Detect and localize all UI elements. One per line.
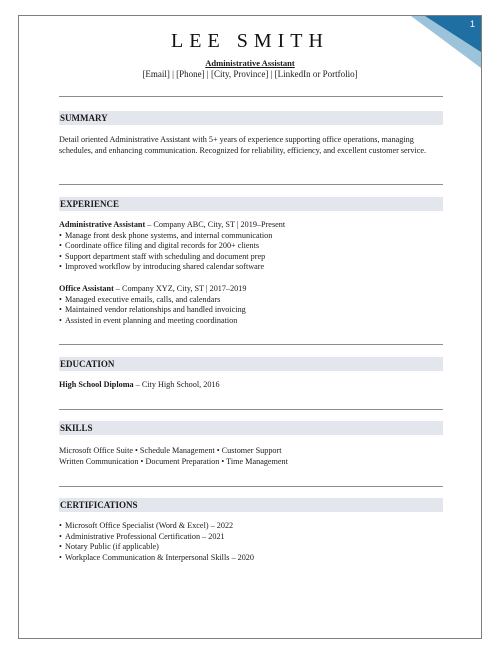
contact-line: [Email] | [Phone] | [City, Province] | [LinkedIn or Portfolio] [142,69,358,79]
list-item: • Coordinate office filing and digital records for 200+ clients [59,241,443,252]
list-item: • Improved workflow by introducing shared calendar software [59,262,443,273]
certifications-bullets [59,521,443,563]
skills-list [59,446,443,467]
job-title: Administrative Assistant [205,58,295,68]
job-1-role: Administrative Assistant [59,220,146,229]
job-1-details: – Company ABC, City, ST | 2019–Present [145,220,286,229]
education-degree: High School Diploma [59,380,134,389]
list-item: • Managed executive emails, calls, and calendars [59,295,443,306]
list-item: • Manage front desk phone systems, and internal communication [59,231,443,242]
list-item: • Administrative Professional Certification – 2021 [59,532,443,543]
list-item: • Notary Public (if applicable) [59,542,443,553]
resume-page [18,15,482,639]
list-item: • Workplace Communication & Interpersonal Skills – 2020 [59,553,443,564]
job-1-header [59,220,443,231]
experience-heading: EXPERIENCE [59,197,443,211]
divider [59,184,443,185]
list-item: • Microsoft Office Specialist (Word & Excel) – 2022 [59,521,443,532]
experience-job-1 [59,220,443,273]
divider [59,344,443,345]
skills-heading: SKILLS [59,421,443,435]
certifications-heading: CERTIFICATIONS [59,498,443,512]
job-2-bullets [59,295,443,327]
certifications-list [59,521,443,563]
divider [59,409,443,410]
page-number: 1 [469,19,475,29]
education-details: – City High School, 2016 [133,380,220,389]
list-item: • Assisted in event planning and meeting coordination [59,316,443,327]
summary-heading: SUMMARY [59,111,443,125]
skills-line-1: Microsoft Office Suite • Schedule Management • Customer Support [59,446,282,455]
divider [59,486,443,487]
job-1-bullets [59,231,443,273]
summary-text: Detail oriented Administrative Assistant with 5+ years of experience supporting office operations, managing schedules, and enhancing communication. Recognized for reliability, efficiency, and excellent customer service. [59,135,427,155]
job-2-role: Office Assistant [59,284,114,293]
skills-line-2: Written Communication • Document Preparation • Time Management [59,456,288,466]
education-entry [59,380,443,391]
job-2-details: – Company XYZ, City, ST | 2017–2019 [113,284,247,293]
resume-name: LEE SMITH [171,30,329,52]
list-item: • Support department staff with scheduling and document prep [59,252,443,263]
experience-job-2 [59,284,443,326]
divider [59,96,443,97]
education-heading: EDUCATION [59,357,443,371]
job-2-header [59,284,443,295]
list-item: • Maintained vendor relationships and handled invoicing [59,305,443,316]
